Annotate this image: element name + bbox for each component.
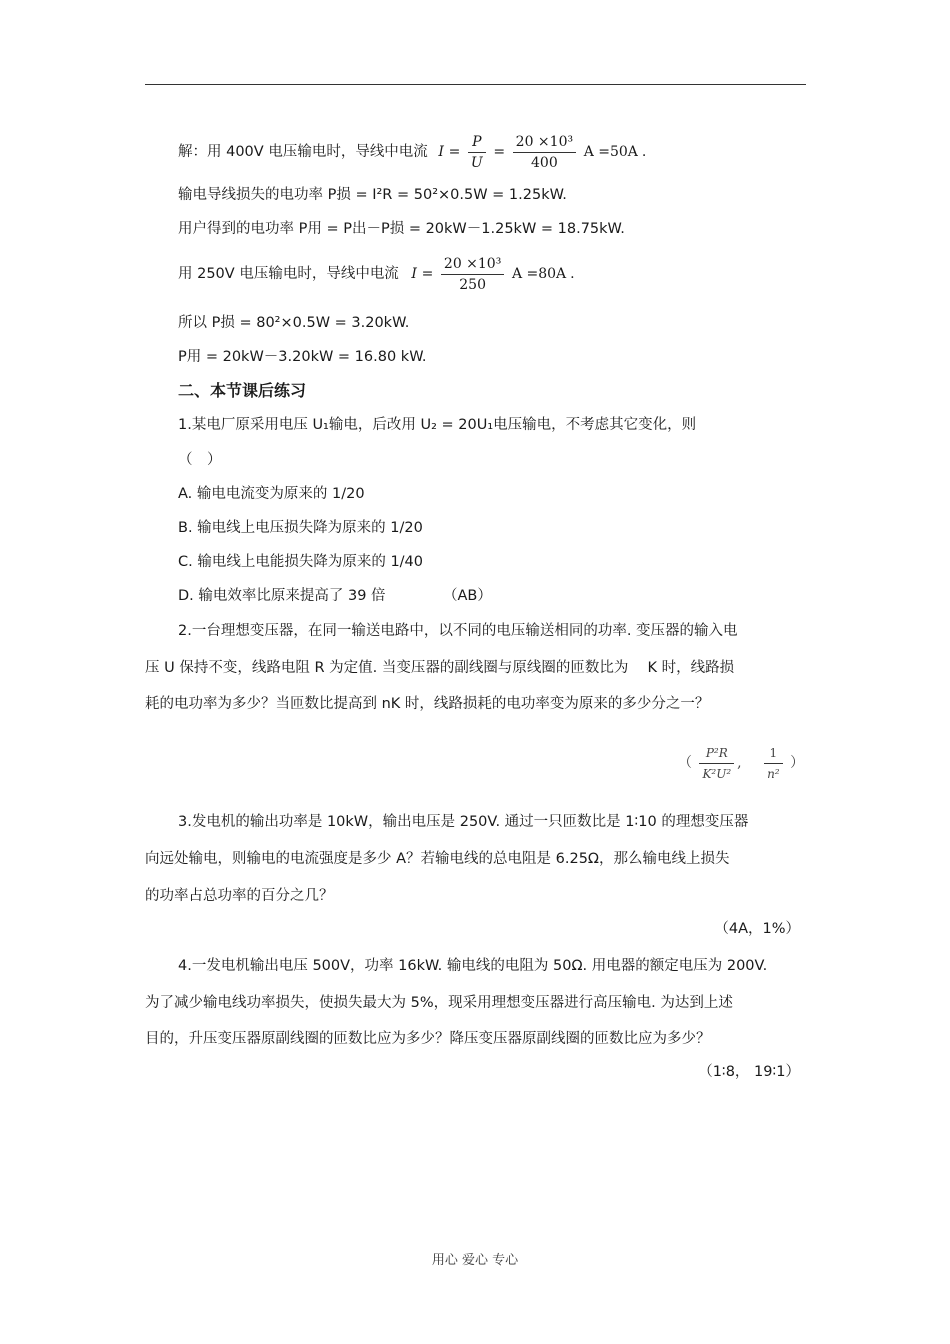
current-symbol: I [411, 266, 417, 282]
header-rule [145, 84, 806, 85]
fraction-p-over-u [468, 132, 486, 173]
fraction-denominator: n² [767, 766, 780, 781]
q4-line-3: 目的，升压变压器原副线圈的匝数比应为多少？降压变压器原副线圈的匝数比应为多少？ [145, 1031, 711, 1047]
fraction-numerator: P²R [699, 743, 734, 764]
equals-sign: = [493, 144, 506, 160]
q3-line-1: 3.发电机的输出功率是 10kW，输出电压是 250V. 通过一只匝数比是 1∶10 的理想变压器 [178, 814, 749, 830]
solution-line-2: 输电导线损失的电功率 P损 = I²R = 50²×0.5W = 1.25kW. [178, 187, 567, 203]
fraction-power-over-voltage [441, 254, 504, 295]
current-result: A =80A [511, 266, 567, 282]
open-paren: （ [678, 755, 692, 771]
q4-answer: （1∶8， 19∶1） [698, 1064, 800, 1080]
q1-option-c: C. 输电线上电能损失降为原来的 1/40 [178, 554, 424, 570]
q2-line-1: 2.一台理想变压器，在同一输送电路中，以不同的电压输送相同的功率. 变压器的输入电 [178, 623, 738, 639]
q3-answer: （4A，1%） [714, 921, 800, 937]
fraction-numerator: 1 [764, 743, 783, 764]
solution-line-6: P用 = 20kW－3.20kW = 16.80 kW. [178, 349, 427, 365]
q1-option-a: A. 输电电流变为原来的 1/20 [178, 486, 365, 502]
fraction-denominator: K²U² [702, 766, 732, 781]
q3-line-3: 的功率占总功率的百分之几？ [145, 888, 334, 904]
current-symbol: I [438, 144, 444, 160]
section-title: 二、本节课后练习 [178, 381, 307, 400]
page-footer: 用心 爱心 专心 [431, 1253, 519, 1268]
solution-line-5: 所以 P损 = 80²×0.5W = 3.20kW. [178, 315, 410, 331]
q1-option-d: D. 输电效率比原来提高了 39 倍 [178, 588, 386, 604]
fraction-p2r-over-k2u2 [699, 743, 734, 784]
solution-line-4-text: 用 250V 电压输电时，导线中电流 [178, 266, 399, 282]
q1-stem: 1.某电厂原采用电压 U₁输电，后改用 U₂ = 20U₁电压输电，不考虑其它变化，则 [178, 417, 697, 433]
solution-line-1 [178, 131, 646, 173]
separator-comma: , [737, 755, 742, 771]
fraction-power-over-voltage [513, 132, 576, 173]
solution-line-3: 用户得到的电功率 P用 = P出－P损 = 20kW－1.25kW = 18.75kW. [178, 221, 625, 237]
fraction-numerator: 20 ×10³ [441, 254, 504, 275]
q4-line-1: 4.一发电机输出电压 500V，功率 16kW. 输电线的电阻为 50Ω. 用电器的额定电压为 200V. [178, 958, 768, 974]
solution-line-4 [178, 253, 575, 295]
period: . [570, 266, 575, 282]
equals-sign: = [448, 144, 461, 160]
q1-option-b: B. 输电线上电压损失降为原来的 1/20 [178, 520, 423, 536]
current-result: A =50A [583, 144, 638, 160]
q1-answer: （AB） [443, 588, 492, 604]
fraction-numerator: 20 ×10³ [513, 132, 576, 153]
fraction-denominator: 400 [531, 154, 558, 171]
equals-sign: = [421, 266, 434, 282]
fraction-numerator: P [468, 132, 486, 153]
solution-line-1-text: 解：用 400V 电压输电时，导线中电流 [178, 144, 428, 160]
q2-answer [678, 742, 804, 784]
fraction-denominator: 250 [459, 276, 486, 293]
fraction-denominator: U [470, 154, 483, 171]
q2-line-2: 压 U 保持不变，线路电阻 R 为定值. 当变压器的副线圈与原线圈的匝数比为 K 时，线路损 [145, 660, 735, 676]
close-paren: ） [790, 755, 805, 771]
fraction-one-over-n2 [764, 743, 783, 784]
period: . [641, 144, 647, 160]
q2-line-3: 耗的电功率为多少？当匝数比提高到 nK 时，线路损耗的电功率变为原来的多少分之一？ [145, 696, 710, 712]
q3-line-2: 向远处输电，则输电的电流强度是多少 A？若输电线的总电阻是 6.25Ω，那么输电线上损失 [145, 851, 730, 867]
q1-paren: （ ） [178, 452, 222, 468]
q4-line-2: 为了减少输电线功率损失，使损失最大为 5%，现采用理想变压器进行高压输电. 为达到上述 [145, 995, 733, 1011]
